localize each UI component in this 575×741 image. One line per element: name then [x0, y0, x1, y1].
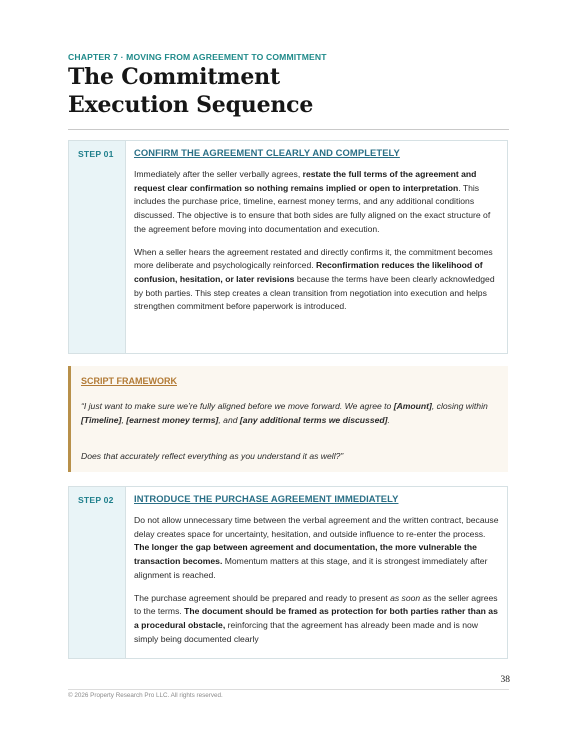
page-title-line-1: The Commitment	[68, 64, 280, 90]
bold-text-run: Reconfirmation reduces the likelihood of confusion, hesitation, or later revisions	[134, 260, 483, 284]
text-run: because the terms have been clearly acknowledged by both parties. This step creates a clean transition from negotiation into execution and helps strengthen commitment before paperwork is introduced.	[134, 273, 495, 312]
placeholder-earnest-money: [earnest money terms]	[126, 415, 219, 425]
script-quote-2: Does that accurately reflect everything as you understand it as well?”	[81, 451, 344, 461]
text-run: When a seller hears the agreement restated and directly confirms it, the commitment becomes more deliberate and psychologically reinforced.	[134, 246, 493, 271]
text-run: , and	[218, 415, 240, 425]
bold-text-run: The longer the gap between agreement and documentation, the more vulnerable the transaction becomes.	[134, 542, 477, 567]
step-01-heading: CONFIRM THE AGREEMENT CLEARLY AND COMPLETELY	[134, 147, 400, 158]
page-title	[68, 63, 313, 119]
step-01-paragraph-1	[134, 168, 501, 237]
text-run: “I just want to make sure we’re fully aligned before we move forward. We agree to	[81, 401, 394, 411]
text-run: Momentum matters at this stage, and it is strongest immediately after alignment is reached.	[134, 556, 488, 580]
footer-divider	[68, 689, 509, 690]
chapter-label: CHAPTER 7 · MOVING FROM AGREEMENT TO COMMITMENT	[68, 52, 327, 62]
step-02-paragraph-1	[134, 514, 501, 583]
page-number: 38	[500, 675, 510, 685]
placeholder-timeline: [Timeline]	[81, 415, 122, 425]
text-run: reinforcing that the agreement has already been made and is now simply being documented clearly	[134, 619, 478, 644]
text-run: , closing within	[431, 401, 488, 411]
step-01-sidebar	[69, 141, 126, 353]
text-run: Immediately after the seller verbally agrees,	[134, 169, 303, 179]
step-02-number: STEP 02	[78, 495, 114, 505]
page-title-line-2: Execution Sequence	[68, 92, 314, 118]
title-divider	[68, 129, 509, 130]
text-run: ,	[121, 415, 127, 425]
step-01-card	[68, 140, 508, 354]
text-run: .	[387, 415, 390, 425]
placeholder-amount: [Amount]	[393, 401, 432, 411]
step-01-number: STEP 01	[78, 149, 114, 159]
step-02-content	[134, 493, 501, 655]
step-02-card	[68, 486, 508, 659]
script-quote-1	[81, 399, 500, 427]
footer-copyright: © 2026 Property Research Pro LLC. All rights reserved.	[68, 692, 223, 699]
step-02-heading: INTRODUCE THE PURCHASE AGREEMENT IMMEDIATELY	[134, 493, 399, 504]
step-01-paragraph-2	[134, 246, 501, 315]
script-framework-box	[68, 366, 508, 472]
text-run: the seller agrees to the terms.	[134, 592, 498, 617]
bold-text-run: The document should be framed as protection for both parties rather than as a procedural obstacle,	[134, 606, 498, 630]
text-run: Do not allow unnecessary time between the verbal agreement and the written contract, because delay creates space for uncertainty, hesitation, and outside influence to re-enter the process.	[134, 515, 499, 539]
step-02-sidebar	[69, 487, 126, 658]
text-run: The purchase agreement should be prepared and ready to present	[134, 592, 391, 603]
script-framework-label: SCRIPT FRAMEWORK	[81, 376, 177, 386]
placeholder-additional-terms: [any additional terms we discussed]	[239, 415, 388, 425]
italic-text-run: as soon as	[390, 592, 432, 603]
step-01-content	[134, 147, 501, 323]
step-02-paragraph-2	[134, 592, 501, 647]
text-run: . This includes the purchase price, timeline, earnest money terms, and any additional conditions discussed. The objective is to ensure that both sides are fully aligned on the exact structure of the agreement before moving into documentation and execution.	[134, 182, 491, 234]
bold-text-run: restate the full terms of the agreement and request clear confirmation so nothing remains implied or open to interpretation	[134, 169, 477, 193]
